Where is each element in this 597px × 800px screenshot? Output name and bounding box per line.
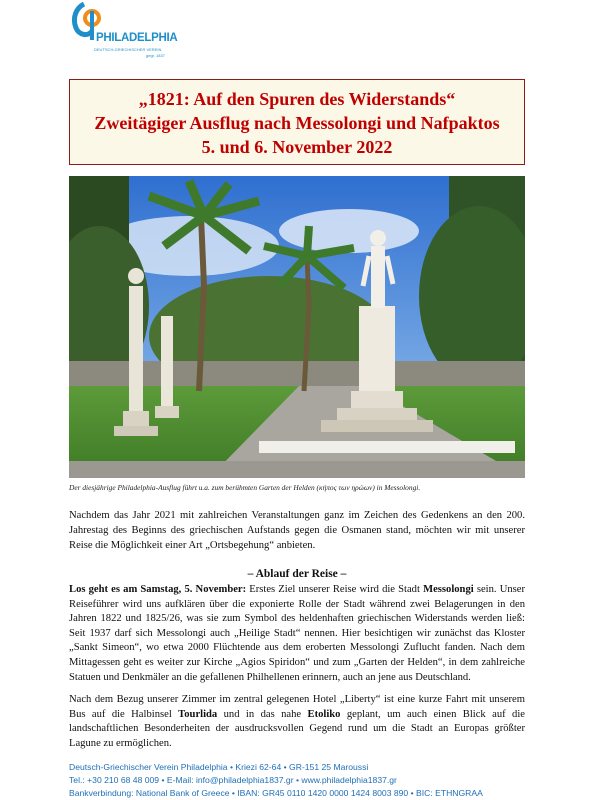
photo-caption: Der diesjährige Philadelphia-Ausflug führt u.a. zum berühmten Garten der Helden (κήπος των ηρώων) in Messolongi. [69,483,421,492]
footer-address: Deutsch-Griechischer Verein Philadelphia • Kriezi 62-64 • GR-151 25 Maroussi [69,762,369,772]
footer-contact: Tel.: +30 210 68 48 009 • E-Mail: info@philadelphia1837.gr • www.philadelphia1837.gr [69,775,397,785]
day1b-paragraph [69,693,525,751]
day1-place-messolongi: Messolongi [423,584,474,595]
footer-bank: Bankverbindung: National Bank of Greece • IBAN: GR45 0110 1420 0000 1424 8003 890 • BIC: ETHNGRAA [69,788,483,798]
intro-paragraph: Nachdem das Jahr 2021 mit zahlreichen Veranstaltungen ganz im Zeichen des Gedenkens an den 200. Jahrestag des Beginns des griechischen Aufstands gegen die Osmanen stand, möchten wir mit unserer Reise die Möglichkeit einer Art „Ortsbegehung“ anbieten. [69,510,525,551]
day1b-place-tourlida: Tourlida [178,708,218,720]
footer [69,761,549,800]
title-line-1: „1821: Auf den Spuren des Widerstands“ [138,89,456,109]
day1b-text-1: Nach dem Bezug unserer Zimmer im zentral gelegenen Hotel „Liberty“ ist eine kurze Fahrt mit unserem Bus auf die Halbinsel [69,694,525,720]
section-heading: – Ablauf der Reise – [247,568,347,580]
garden-of-heroes-photo [69,176,525,478]
day1-text-2: sein. Unser Reiseführer wird uns aufklären über die exponierte Rolle der Stadt während zwei Belagerungen in den Jahren 1822 und 1825/26, was sie zum Symbol des heldenhaften griechischen Widerstands werden ließ: Seit 1937 darf sich Messolongi auch „Heilige Stadt“ nennen. Hier besichtigen wir zunächst das Kloster „Sankt Simeon“, wo etwa 2000 Flüchtende aus dem eroberten Messolongi Zuflucht fanden. Nach dem Mittagessen geht es weiter zur Kirche „Agios Spiridon“ und zum „Garten der Helden“, in dem zahlreiche Statuen und Denkmäler an die gefallenen Philhellenen erinnern, auch an jene aus Deutschland. [69,584,525,683]
day1b-text-3: geplant, um auch einen Blick auf die landschaftlichen Besonderheiten der ausdrucksvollen Gegend rund um die Stadt an Europas größter Lagune zu ermöglichen. [69,708,526,749]
day1b-place-etoliko: Etoliko [307,708,341,720]
title-box [69,79,525,165]
day1b-text-2: und in das nahe [217,708,308,720]
philadelphia-logo [70,2,178,58]
title-line-2: Zweitägiger Ausflug nach Messolongi und Nafpaktos [94,113,500,133]
day1-text-1: Erstes Ziel unserer Reise wird die Stadt [246,584,424,595]
title-line-3: 5. und 6. November 2022 [201,137,393,157]
logo-wordmark: PHILADELPHIA [96,32,178,44]
day1-lead: Los geht es am Samstag, 5. November: [69,584,247,595]
logo-subtitle: DEUTSCH-GRIECHISCHER VEREIN [94,47,162,52]
logo-year: gegr. 1837 [146,53,165,58]
day1-paragraph [69,583,525,685]
